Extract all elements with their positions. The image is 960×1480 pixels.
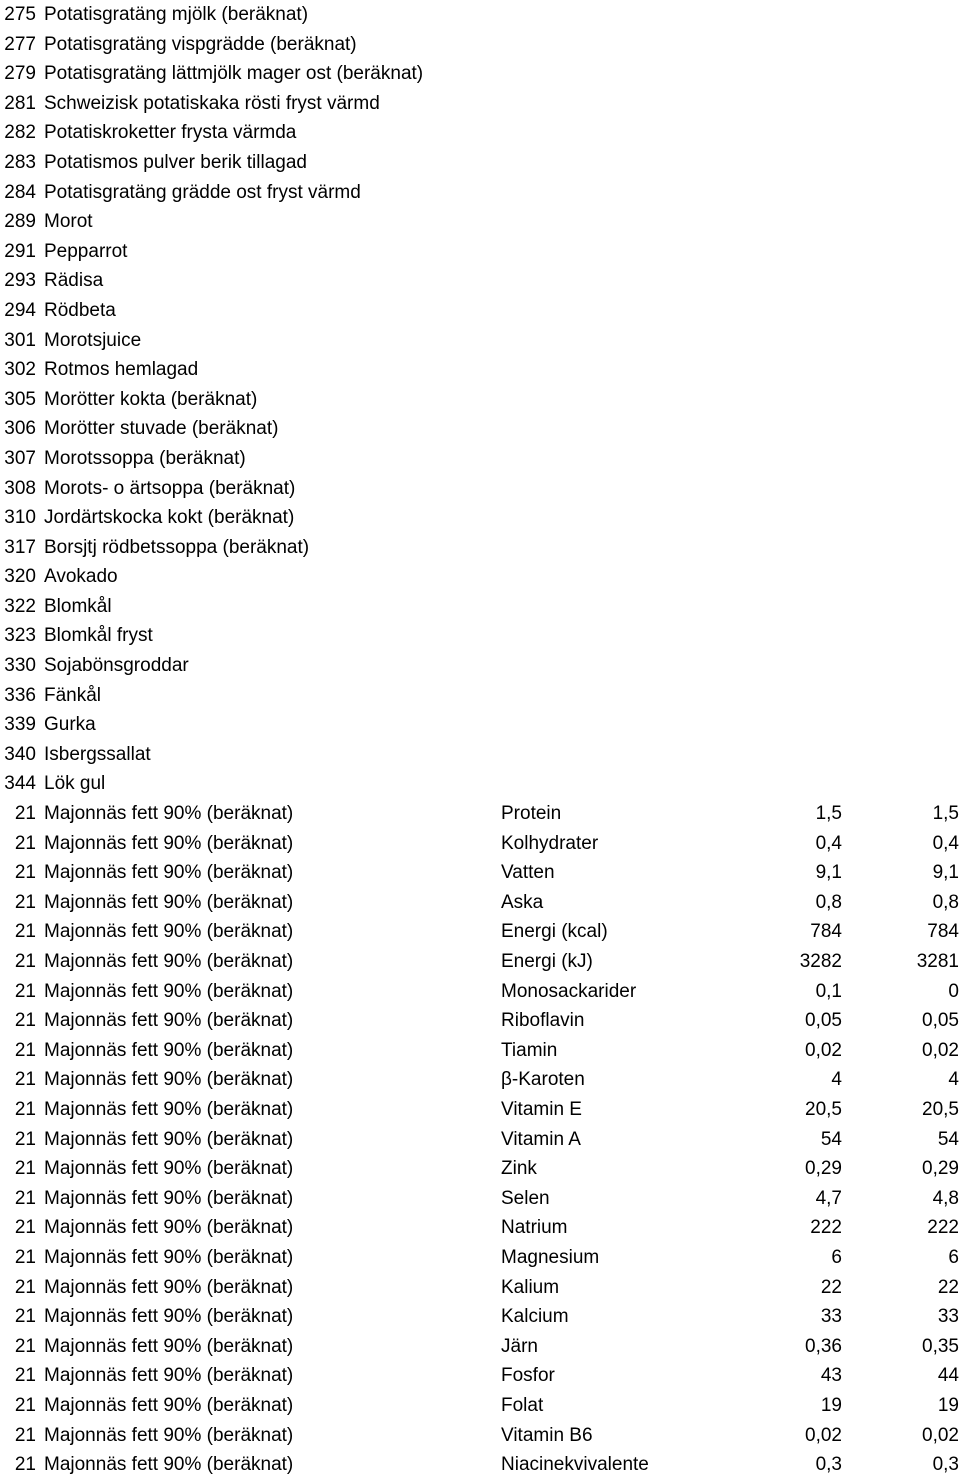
nutrient-name: Energi (kcal) [501, 921, 608, 943]
food-id: 21 [14, 1276, 36, 1298]
value-1: 1,5 [815, 803, 842, 825]
value-1: 43 [820, 1365, 842, 1387]
food-name: Morötter stuvade (beräknat) [44, 418, 279, 440]
nutrient-name: Vitamin E [501, 1098, 582, 1120]
nutrient-name: Fosfor [501, 1365, 555, 1387]
list-item [0, 326, 960, 356]
food-name: Majonnäs fett 90% (beräknat) [44, 1394, 294, 1416]
value-1: 0,29 [805, 1158, 842, 1180]
nutrient-name: Tiamin [501, 1039, 558, 1061]
value-1: 19 [820, 1394, 842, 1416]
food-id: 21 [14, 921, 36, 943]
table-row [0, 1391, 960, 1421]
food-name: Majonnäs fett 90% (beräknat) [44, 1098, 294, 1120]
food-id: 21 [14, 1246, 36, 1268]
food-name: Rädisa [44, 270, 104, 292]
table-row [0, 1154, 960, 1184]
nutrient-name: Aska [501, 891, 544, 913]
food-id: 284 [4, 181, 36, 203]
food-id: 21 [14, 803, 36, 825]
food-id: 336 [4, 684, 36, 706]
nutrient-name: Natrium [501, 1217, 568, 1239]
list-item [0, 89, 960, 119]
list-item [0, 296, 960, 326]
food-id: 21 [14, 1158, 36, 1180]
list-item [0, 385, 960, 415]
food-name: Potatisgratäng lättmjölk mager ost (beräknat) [44, 63, 424, 85]
value-2: 54 [937, 1128, 959, 1150]
value-1: 0,8 [815, 891, 842, 913]
food-name: Borsjtj rödbetssoppa (beräknat) [44, 536, 310, 558]
food-id: 340 [4, 743, 36, 765]
food-id: 279 [4, 63, 36, 85]
table-row [0, 1125, 960, 1155]
food-id: 21 [14, 951, 36, 972]
food-id: 301 [4, 329, 36, 351]
list-item [0, 59, 960, 89]
nutrient-name: Vatten [501, 862, 555, 884]
nutrient-name: Vitamin A [501, 1128, 581, 1150]
value-1: 4 [831, 1069, 842, 1091]
value-1: 33 [820, 1306, 842, 1328]
list-item [0, 237, 960, 267]
food-name: Majonnäs fett 90% (beräknat) [44, 1246, 294, 1268]
list-item [0, 414, 960, 444]
list-item [0, 769, 960, 799]
nutrient-name: Järn [501, 1335, 538, 1357]
table-row [0, 977, 960, 1007]
value-1: 784 [810, 921, 842, 943]
food-id: 21 [14, 862, 36, 884]
value-2: 0,8 [932, 891, 959, 913]
list-item [0, 710, 960, 740]
food-name: Majonnäs fett 90% (beräknat) [44, 832, 294, 854]
value-2: 0 [948, 980, 959, 1002]
value-2: 222 [927, 1217, 959, 1239]
food-name: Morots- o ärtsoppa (beräknat) [44, 477, 296, 499]
food-id: 277 [4, 33, 36, 55]
food-id: 275 [4, 4, 36, 25]
food-id: 21 [14, 1039, 36, 1061]
list-item [0, 592, 960, 622]
list-item [0, 444, 960, 474]
list-item [0, 118, 960, 148]
value-1: 0,02 [805, 1039, 842, 1061]
value-1: 4,7 [815, 1187, 842, 1209]
value-2: 33 [937, 1306, 959, 1328]
list-item [0, 533, 960, 563]
nutrient-name: Selen [501, 1187, 550, 1209]
food-name: Isbergssallat [44, 743, 151, 765]
food-name: Majonnäs fett 90% (beräknat) [44, 1010, 294, 1032]
table-row [0, 1095, 960, 1125]
nutrient-name: Kalium [501, 1276, 560, 1298]
food-id: 307 [4, 447, 36, 469]
food-name: Jordärtskocka kokt (beräknat) [44, 507, 295, 529]
food-name: Majonnäs fett 90% (beräknat) [44, 1306, 294, 1328]
value-2: 784 [927, 921, 959, 943]
value-2: 1,5 [932, 803, 959, 825]
value-2: 0,29 [922, 1158, 959, 1180]
list-item [0, 681, 960, 711]
food-id: 339 [4, 714, 36, 736]
food-id: 21 [14, 1306, 36, 1328]
food-name: Majonnäs fett 90% (beräknat) [44, 980, 294, 1002]
food-name: Majonnäs fett 90% (beräknat) [44, 1335, 294, 1357]
value-1: 6 [831, 1246, 842, 1268]
food-id: 310 [4, 507, 36, 529]
food-name: Rödbeta [44, 299, 116, 321]
table-row [0, 1184, 960, 1214]
food-id: 21 [14, 1010, 36, 1032]
list-item [0, 503, 960, 533]
food-id: 289 [4, 211, 36, 233]
food-id: 21 [14, 1098, 36, 1120]
value-1: 0,4 [815, 832, 842, 854]
food-id: 21 [14, 832, 36, 854]
food-name: Avokado [44, 566, 118, 588]
food-id: 294 [4, 299, 36, 321]
nutrient-name: Folat [501, 1394, 544, 1416]
nutrient-name: Riboflavin [501, 1010, 585, 1032]
list-item [0, 207, 960, 237]
nutrient-name: Niacinekvivalente [501, 1454, 649, 1476]
food-id: 21 [14, 1365, 36, 1387]
food-name: Blomkål fryst [44, 625, 153, 647]
value-1: 0,1 [815, 980, 842, 1002]
list-item [0, 621, 960, 651]
table-row [0, 858, 960, 888]
value-1: 3282 [799, 951, 842, 972]
food-name: Fänkål [44, 684, 102, 706]
table-row [0, 1065, 960, 1095]
food-name: Majonnäs fett 90% (beräknat) [44, 1039, 294, 1061]
value-2: 20,5 [922, 1098, 959, 1120]
food-name: Morötter kokta (beräknat) [44, 388, 258, 410]
food-id: 320 [4, 566, 36, 588]
table-row [0, 1302, 960, 1332]
nutrient-name: Zink [501, 1158, 537, 1180]
food-name: Majonnäs fett 90% (beräknat) [44, 803, 294, 825]
food-id: 282 [4, 122, 36, 144]
food-name: Potatismos pulver berik tillagad [44, 151, 307, 173]
food-id: 21 [14, 1217, 36, 1239]
list-item [0, 266, 960, 296]
list-item [0, 148, 960, 178]
food-id: 21 [14, 980, 36, 1002]
food-id: 21 [14, 891, 36, 913]
food-name: Morotsjuice [44, 329, 142, 351]
value-1: 0,02 [805, 1424, 842, 1446]
nutrient-name: β-Karoten [501, 1069, 585, 1091]
food-name: Potatisgratäng mjölk (beräknat) [44, 4, 309, 25]
nutrient-name: Kalcium [501, 1306, 569, 1328]
value-2: 0,02 [922, 1039, 959, 1061]
food-id: 21 [14, 1069, 36, 1091]
food-name: Sojabönsgroddar [44, 655, 189, 677]
food-name: Potatisgratäng grädde ost fryst värmd [44, 181, 361, 203]
list-item [0, 0, 960, 30]
table-row [0, 799, 960, 829]
value-2: 44 [937, 1365, 959, 1387]
table-row [0, 947, 960, 977]
value-2: 0,35 [922, 1335, 959, 1357]
food-name: Blomkål [44, 595, 112, 617]
value-1: 0,36 [805, 1335, 842, 1357]
value-1: 222 [810, 1217, 842, 1239]
food-name: Rotmos hemlagad [44, 359, 199, 381]
table-row [0, 1361, 960, 1391]
value-2: 0,4 [932, 832, 959, 854]
table-row [0, 1036, 960, 1066]
value-1: 0,3 [815, 1454, 842, 1476]
food-name: Majonnäs fett 90% (beräknat) [44, 1187, 294, 1209]
food-id: 344 [4, 773, 36, 795]
food-id: 322 [4, 595, 36, 617]
value-2: 0,02 [922, 1424, 959, 1446]
food-name: Morotssoppa (beräknat) [44, 447, 246, 469]
food-name: Lök gul [44, 773, 106, 795]
food-name: Majonnäs fett 90% (beräknat) [44, 1365, 294, 1387]
food-name: Majonnäs fett 90% (beräknat) [44, 1158, 294, 1180]
food-name: Pepparrot [44, 240, 128, 262]
food-id: 305 [4, 388, 36, 410]
food-id: 302 [4, 359, 36, 381]
food-name: Majonnäs fett 90% (beräknat) [44, 1424, 294, 1446]
table-row [0, 1421, 960, 1451]
list-item [0, 651, 960, 681]
food-name: Majonnäs fett 90% (beräknat) [44, 1128, 294, 1150]
food-name: Majonnäs fett 90% (beräknat) [44, 1454, 294, 1476]
table-row [0, 917, 960, 947]
food-id: 21 [14, 1187, 36, 1209]
food-id: 323 [4, 625, 36, 647]
value-1: 22 [820, 1276, 842, 1298]
food-id: 21 [14, 1335, 36, 1357]
list-item [0, 474, 960, 504]
value-2: 6 [948, 1246, 959, 1268]
nutrient-name: Kolhydrater [501, 832, 599, 854]
nutrient-name: Protein [501, 803, 562, 825]
table-row [0, 1213, 960, 1243]
table-row [0, 1332, 960, 1362]
food-id: 21 [14, 1128, 36, 1150]
list-item [0, 355, 960, 385]
food-id: 21 [14, 1394, 36, 1416]
food-id: 281 [4, 92, 36, 114]
value-1: 0,05 [805, 1010, 842, 1032]
table-row [0, 888, 960, 918]
food-name: Majonnäs fett 90% (beräknat) [44, 891, 294, 913]
food-name: Potatisgratäng vispgrädde (beräknat) [44, 33, 357, 55]
food-name: Potatiskroketter frysta värmda [44, 122, 297, 144]
food-id: 291 [4, 240, 36, 262]
value-2: 0,3 [932, 1454, 959, 1476]
value-2: 3281 [916, 951, 959, 972]
food-name: Schweizisk potatiskaka rösti fryst värmd [44, 92, 380, 114]
food-id: 283 [4, 151, 36, 173]
food-id: 293 [4, 270, 36, 292]
nutrient-name: Vitamin B6 [501, 1424, 593, 1446]
list-item [0, 740, 960, 770]
value-2: 9,1 [932, 862, 959, 884]
food-id: 308 [4, 477, 36, 499]
value-1: 20,5 [805, 1098, 842, 1120]
food-name: Majonnäs fett 90% (beräknat) [44, 1276, 294, 1298]
nutrient-table [0, 799, 960, 1480]
value-2: 4,8 [932, 1187, 959, 1209]
nutrient-name: Energi (kJ) [501, 951, 593, 972]
table-row [0, 1243, 960, 1273]
list-item [0, 30, 960, 60]
nutrient-name: Monosackarider [501, 980, 637, 1002]
table-row [0, 1273, 960, 1303]
value-2: 19 [937, 1394, 959, 1416]
table-row [0, 829, 960, 859]
food-id: 21 [14, 1424, 36, 1446]
list-item [0, 178, 960, 208]
food-name: Majonnäs fett 90% (beräknat) [44, 921, 294, 943]
food-name: Majonnäs fett 90% (beräknat) [44, 862, 294, 884]
food-name: Majonnäs fett 90% (beräknat) [44, 1069, 294, 1091]
food-id: 21 [14, 1454, 36, 1476]
table-row [0, 1450, 960, 1480]
value-2: 4 [948, 1069, 959, 1091]
value-1: 9,1 [815, 862, 842, 884]
food-id: 317 [4, 536, 36, 558]
nutrient-name: Magnesium [501, 1246, 600, 1268]
food-id: 306 [4, 418, 36, 440]
food-name: Morot [44, 211, 93, 233]
value-1: 54 [820, 1128, 842, 1150]
value-2: 22 [937, 1276, 959, 1298]
list-item [0, 562, 960, 592]
food-name: Majonnäs fett 90% (beräknat) [44, 951, 294, 972]
value-2: 0,05 [922, 1010, 959, 1032]
food-name: Majonnäs fett 90% (beräknat) [44, 1217, 294, 1239]
food-id: 330 [4, 655, 36, 677]
table-row [0, 1006, 960, 1036]
food-name: Gurka [44, 714, 96, 736]
